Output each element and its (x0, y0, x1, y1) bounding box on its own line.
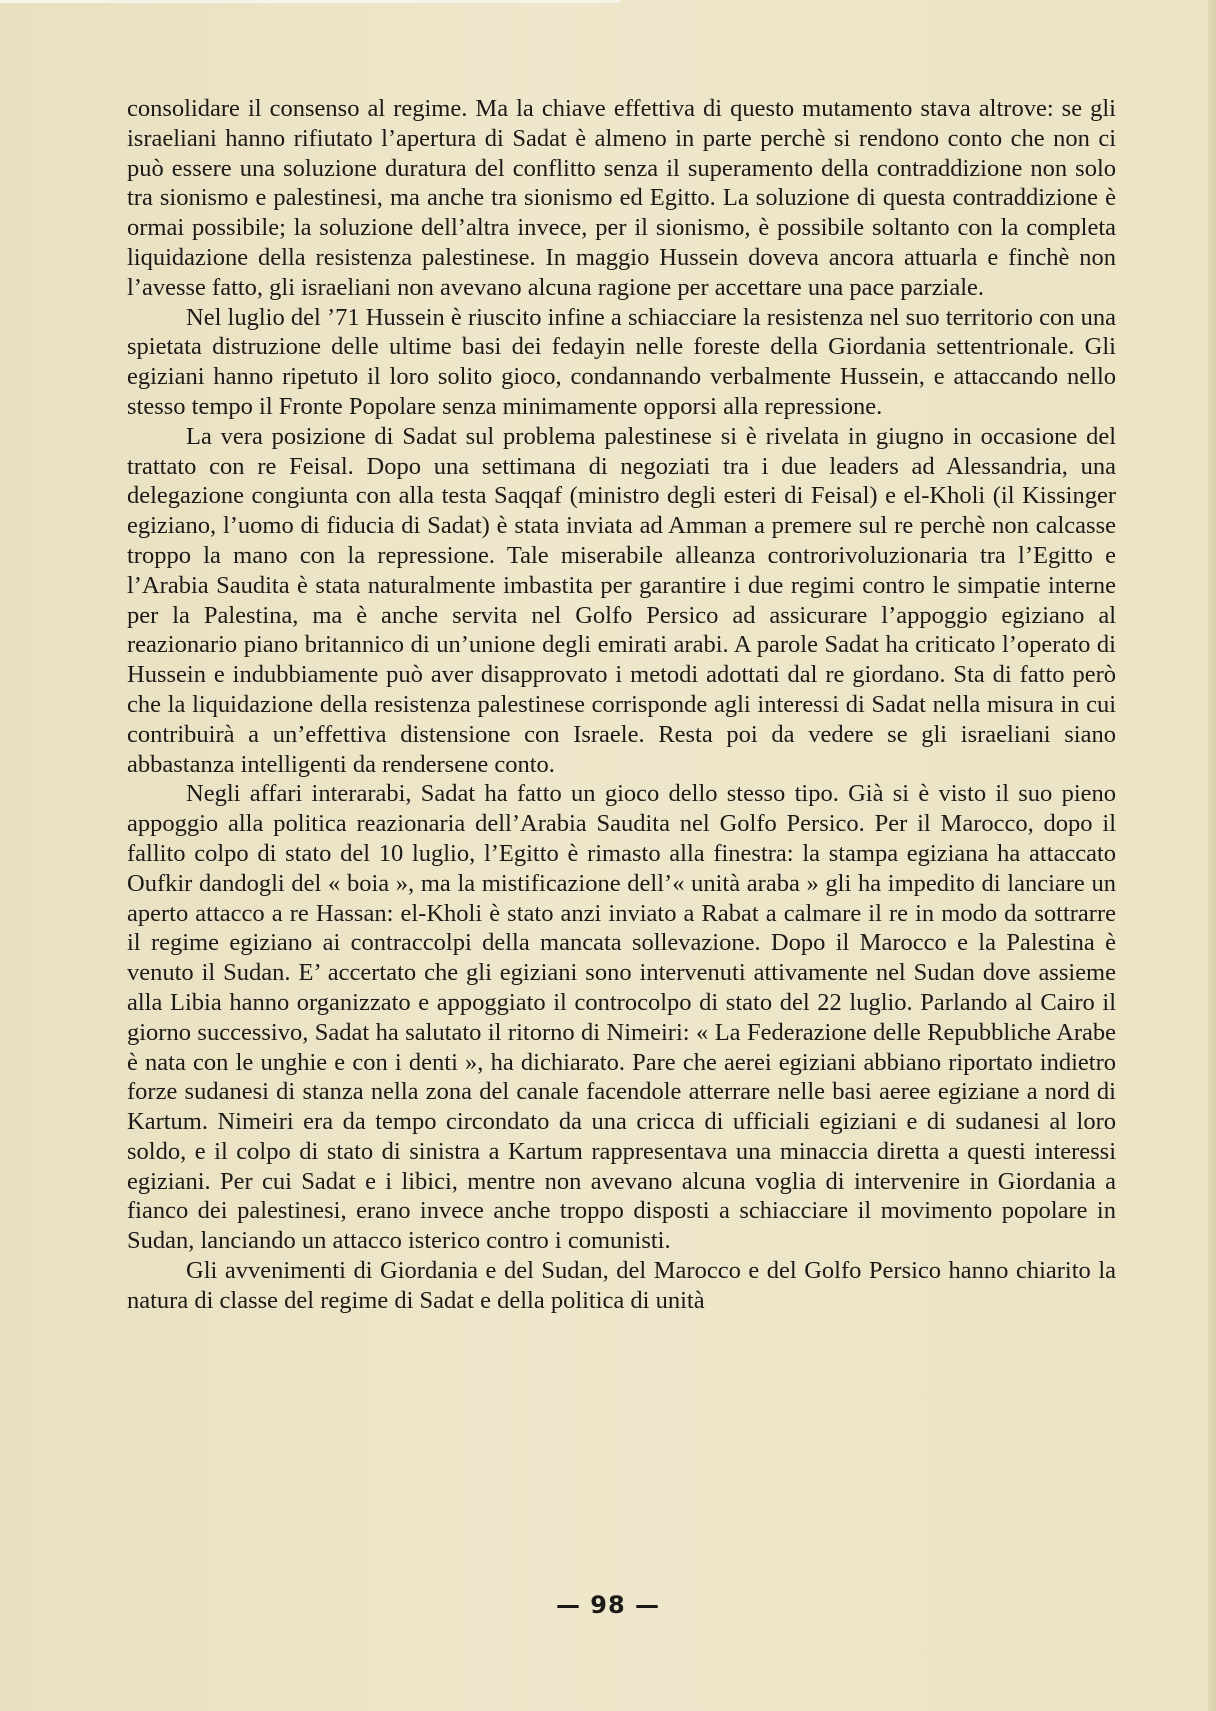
body-text (127, 94, 1116, 1316)
page-number: — 98 — (555, 1591, 661, 1619)
paragraph-inter-arab-affairs: Negli affari interarabi, Sadat ha fatto un gioco dello stesso tipo. Già si è visto il suo pieno appoggio alla politica reazionaria dell’Arabia Saudita nel Golfo Persico. Per il Marocco, dopo il fallito colpo di stato del 10 luglio, l’Egitto è rimasto alla finestra: la stampa egiziana ha attaccato Oufkir dandogli del « boia », ma la mistificazione dell’« unità araba » gli ha impedito di lanciare un aperto attacco a re Hassan: el-Kholi è stato anzi inviato a Rabat a calmare il re in modo da sottrarre il regime egiziano ai contraccolpi della mancata sollevazione. Dopo il Marocco e la Palestina è venuto il Sudan. E’ accertato che gli egiziani sono intervenuti attivamente nel Sudan dove assieme alla Libia hanno organizzato e appoggiato il controcolpo di stato del 22 luglio. Parlando al Cairo il giorno successivo, Sadat ha salutato il ritorno di Nimeiri: « La Federazione delle Repubbliche Arabe è nata con le unghie e con i denti », ha dichiarato. Pare che aerei egiziani abbiano riportato indietro forze sudanesi di stanza nella zona del canale facendole atterrare nelle basi aeree egiziane a nord di Kartum. Nimeiri era da tempo circondato da una cricca di ufficiali egiziani e di sudanesi al loro soldo, e il colpo di stato di sinistra a Kartum rappresentava una minaccia diretta a questi interessi egiziani. Per cui Sadat e i libici, mentre non avevano alcuna voglia di intervenire in Giordania a fianco dei palestinesi, erano invece anche troppo disposti a schiacciare il movimento popolare in Sudan, lanciando un attacco isterico contro i comunisti. (127, 780, 1116, 1255)
paragraph-hussein-july: Nel luglio del ’71 Hussein è riuscito infine a schiacciare la resistenza nel suo territorio con una spietata distruzione delle ultime basi dei fedayin nelle foreste della Giordania settentrionale. Gli egiziani hanno ripetuto il loro solito gioco, condannando verbalmente Hussein, e attaccando nello stesso tempo il Fronte Popolare senza minimamente opporsi alla repressione. (127, 303, 1116, 420)
paragraph-events-summary: Gli avvenimenti di Giordania e del Sudan, del Marocco e del Golfo Persico hanno chiarito la natura di classe del regime di Sadat e della politica di unità (127, 1257, 1116, 1314)
paragraph-sadat-position: La vera posizione di Sadat sul problema palestinese si è rivelata in giugno in occasione del trattato con re Feisal. Dopo una settimana di negoziati tra i due leaders ad Alessandria, una delegazione congiunta con alla testa Saqqaf (ministro degli esteri di Feisal) e el-Kholi (il Kissinger egiziano, l’uomo di fiducia di Sadat) è stata inviata ad Amman a premere sul re perchè non calcasse troppo la mano con la repressione. Tale miserabile alleanza controrivoluzionaria tra l’Egitto e l’Arabia Saudita è stata naturalmente imbastita per garantire i due regimi contro le simpatie interne per la Palestina, ma è anche servita nel Golfo Persico ad assicurare l’appoggio egiziano al reazionario piano britannico di un’unione degli emirati arabi. A parole Sadat ha criticato l’operato di Hussein e indubbiamente può aver disapprovato i metodi adottati dal re giordano. Sta di fatto però che la liquidazione della resistenza palestinese corrisponde agli interessi di Sadat nella misura in cui contribuirà a un’effettiva distensione con Israele. Resta poi da vedere se gli israeliani siano abbastanza intelligenti da rendersene conto. (127, 422, 1116, 778)
paper-edge-right (1208, 0, 1216, 1711)
paragraph-continuation: consolidare il consenso al regime. Ma la chiave effettiva di questo mutamento stava altrove: se gli israeliani hanno rifiutato l’apertura di Sadat è almeno in parte perchè si rendono conto che non ci può essere una soluzione duratura del conflitto senza il superamento della contraddizione non solo tra sionismo e palestinesi, ma anche tra sionismo ed Egitto. La soluzione di questa contraddizione è ormai possibile; la soluzione dell’altra invece, per il sionismo, è possibile soltanto con la completa liquidazione della resistenza palestinese. In maggio Hussein doveva ancora attuarla e finchè non l’avesse fatto, gli israeliani non avevano alcuna ragione per accettare una pace parziale. (127, 95, 1116, 301)
paper-edge-top (0, 0, 620, 3)
